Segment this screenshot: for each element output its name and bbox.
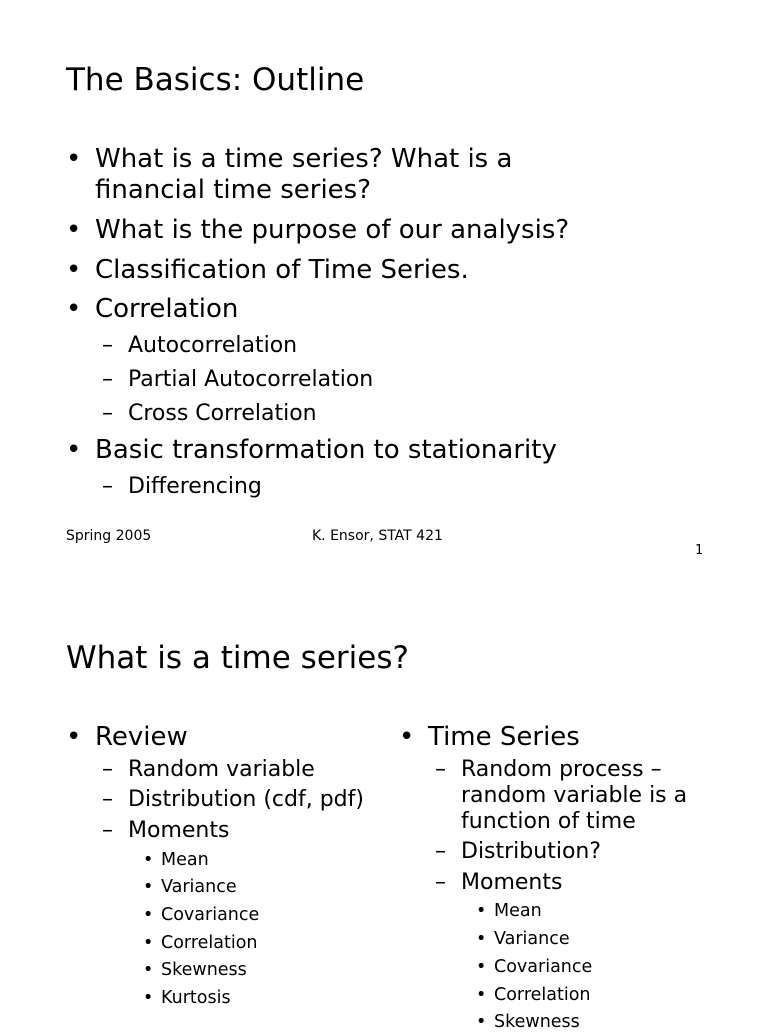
slide-what-is-time-series: [0, 580, 768, 1032]
bullet-icon: •: [143, 877, 154, 897]
moment-text: Correlation: [161, 933, 258, 953]
moment-item: [476, 901, 542, 921]
moment-item: [476, 957, 592, 977]
dash-icon: –: [435, 839, 446, 864]
footer-date: Spring 2005: [66, 528, 152, 544]
review-subitem: [102, 757, 315, 783]
slide-title: What is a time series?: [66, 640, 409, 676]
moment-text: Mean: [494, 901, 542, 921]
outline-subitem: [102, 333, 297, 359]
moment-item: [143, 988, 231, 1008]
review-subitem-text: Moments: [128, 818, 230, 843]
review-subitem: [102, 787, 364, 813]
moment-text: Covariance: [494, 957, 593, 977]
moment-text: Variance: [494, 929, 570, 949]
dash-icon: –: [102, 474, 113, 499]
moment-text: Correlation: [494, 985, 591, 1005]
bullet-icon: •: [399, 722, 415, 752]
dash-icon: –: [102, 757, 113, 782]
review-item: [66, 722, 188, 753]
bullet-icon: •: [143, 933, 154, 953]
outline-item: [66, 144, 512, 206]
dash-icon: –: [102, 333, 113, 358]
bullet-icon: •: [143, 988, 154, 1008]
time-series-heading: Time Series: [428, 722, 580, 752]
bullet-icon: •: [66, 722, 82, 752]
bullet-icon: •: [66, 294, 82, 324]
outline-item-text: What is a time series? What is a: [95, 144, 513, 174]
moment-item: [476, 985, 591, 1005]
moment-item: [143, 850, 209, 870]
moment-item: [143, 905, 259, 925]
moment-text: Kurtosis: [161, 988, 231, 1008]
time-series-subitem-text: random variable is a: [461, 783, 688, 808]
outline-item-text: Correlation: [95, 294, 239, 324]
review-subitem-text: Random variable: [128, 757, 315, 782]
bullet-icon: •: [66, 255, 82, 285]
outline-subitem-text: Differencing: [128, 474, 262, 499]
moment-text: Covariance: [161, 905, 260, 925]
dash-icon: –: [435, 757, 446, 782]
bullet-icon: •: [143, 905, 154, 925]
bullet-icon: •: [66, 435, 82, 465]
dash-icon: –: [102, 787, 113, 812]
moment-item: [476, 929, 570, 949]
outline-item: [66, 435, 557, 466]
outline-subitem-text: Autocorrelation: [128, 333, 298, 358]
time-series-subitem-text: Moments: [461, 870, 563, 895]
bullet-icon: •: [476, 985, 487, 1005]
bullet-icon: •: [476, 901, 487, 921]
review-subitem-text: Distribution (cdf, pdf): [128, 787, 364, 812]
bullet-icon: •: [143, 850, 154, 870]
dash-icon: –: [435, 870, 446, 895]
bullet-icon: •: [476, 1012, 487, 1032]
outline-subitem-text: Cross Correlation: [128, 401, 317, 426]
slide-title: The Basics: Outline: [66, 62, 365, 98]
moment-text: Skewness: [494, 1012, 580, 1032]
time-series-subitem-text: Distribution?: [461, 839, 602, 864]
outline-item: [66, 255, 469, 286]
moment-item: [143, 933, 258, 953]
bullet-icon: •: [476, 929, 487, 949]
page-number: 1: [695, 543, 704, 558]
outline-item-text: What is the purpose of our analysis?: [95, 215, 570, 245]
moment-text: Variance: [161, 877, 237, 897]
time-series-subitem-text: Random process –: [461, 757, 662, 782]
outline-item: [66, 215, 569, 246]
outline-item-text: Classification of Time Series.: [95, 255, 469, 285]
review-heading: Review: [95, 722, 188, 752]
bullet-icon: •: [66, 144, 82, 174]
outline-subitem: [102, 474, 262, 500]
moment-text: Mean: [161, 850, 209, 870]
bullet-icon: •: [476, 957, 487, 977]
moment-text: Skewness: [161, 960, 247, 980]
dash-icon: –: [102, 367, 113, 392]
outline-item: [66, 294, 238, 325]
moment-item: [143, 877, 237, 897]
outline-item-text: Basic transformation to stationarity: [95, 435, 557, 465]
outline-subitem: [102, 367, 373, 393]
time-series-subitem-text: function of time: [461, 809, 636, 834]
footer-author: K. Ensor, STAT 421: [312, 528, 443, 544]
bullet-icon: •: [66, 215, 82, 245]
time-series-subitem: [435, 839, 601, 865]
dash-icon: –: [102, 818, 113, 843]
bullet-icon: •: [143, 960, 154, 980]
moment-item: [476, 1012, 580, 1032]
time-series-subitem: [435, 870, 562, 896]
time-series-subitem: [435, 757, 687, 835]
outline-item-text: financial time series?: [95, 175, 372, 205]
review-subitem: [102, 818, 229, 844]
time-series-item: [399, 722, 580, 753]
dash-icon: –: [102, 401, 113, 426]
moment-item: [143, 960, 247, 980]
outline-subitem-text: Partial Autocorrelation: [128, 367, 374, 392]
outline-subitem: [102, 401, 317, 427]
